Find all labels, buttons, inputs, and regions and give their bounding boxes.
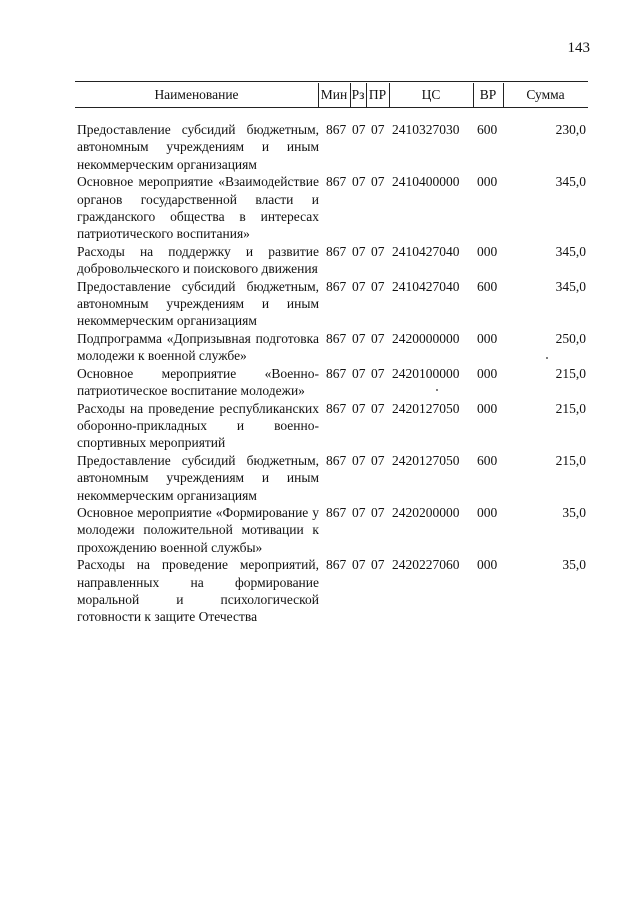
row-rz: 07 xyxy=(352,278,366,294)
row-min: 867 xyxy=(326,122,347,137)
header-min: Мин xyxy=(320,87,348,102)
row-cs: 2420127050 xyxy=(392,400,460,416)
row-vr: 000 xyxy=(477,365,498,381)
row-sum: 35,0 xyxy=(562,557,586,573)
header-pr: ПР xyxy=(368,87,387,102)
row-min: 867 xyxy=(326,174,347,190)
table-body xyxy=(0,121,639,626)
row-rz: 07 xyxy=(352,330,366,346)
row-cs: 2410327030 xyxy=(392,122,460,137)
row-cs: 2420100000 xyxy=(392,365,460,381)
row-min: 867 xyxy=(326,400,347,416)
row-cs: 2410427040 xyxy=(392,278,460,294)
row-name: Основное мероприятие «Военно-патриотическое воспитание молодежи» xyxy=(77,365,319,399)
row-rz: 07 xyxy=(352,557,366,573)
row-min: 867 xyxy=(326,557,347,573)
row-sum: 250,0 xyxy=(555,330,586,346)
table-row xyxy=(0,400,639,452)
row-name: Основное мероприятие «Формирование у молодежи положительной мотивации к прохождению военной службы» xyxy=(77,504,319,555)
row-rz: 07 xyxy=(352,243,366,259)
row-name: Основное мероприятие «Взаимодействие органов государственной власти и гражданского общества в интересах патриотического воспитания» xyxy=(77,174,319,242)
table-row xyxy=(0,365,639,400)
row-rz: 07 xyxy=(352,504,366,520)
row-name: Предоставление субсидий бюджетным, автономным учреждениям и иным некоммерческим организациям xyxy=(77,278,319,329)
row-pr: 07 xyxy=(371,278,385,294)
row-sum: 345,0 xyxy=(555,278,586,294)
header-cs: ЦС xyxy=(421,87,441,102)
row-cs: 2420127050 xyxy=(392,452,460,468)
row-name: Подпрограмма «Допризывная подготовка молодежи к военной службе» xyxy=(77,330,319,364)
row-pr: 07 xyxy=(371,365,385,381)
row-pr: 07 xyxy=(371,504,385,520)
header-top-rule xyxy=(75,81,588,82)
row-pr: 07 xyxy=(371,452,385,468)
row-name: Расходы на поддержку и развитие добровольческого и поискового движения xyxy=(77,243,319,277)
row-name: Расходы на проведение республиканских оборонно-прикладных и военно-спортивных мероприятий xyxy=(77,400,319,451)
row-sum: 230,0 xyxy=(555,122,586,137)
table-row xyxy=(0,121,639,173)
row-rz: 07 xyxy=(352,400,366,416)
row-vr: 000 xyxy=(477,174,498,190)
row-min: 867 xyxy=(326,330,347,346)
row-rz: 07 xyxy=(352,122,366,137)
row-cs: 2420000000 xyxy=(392,330,460,346)
table-row xyxy=(0,504,639,556)
row-pr: 07 xyxy=(371,400,385,416)
header-rz: Рз xyxy=(351,87,365,102)
row-sum: 345,0 xyxy=(555,174,586,190)
row-pr: 07 xyxy=(371,330,385,346)
row-pr: 07 xyxy=(371,174,385,190)
row-rz: 07 xyxy=(352,452,366,468)
table-row xyxy=(0,278,639,330)
row-vr: 600 xyxy=(477,452,498,468)
header-sum: Сумма xyxy=(526,87,565,102)
header-bottom-rule xyxy=(75,107,588,108)
row-vr: 000 xyxy=(477,400,498,416)
row-vr: 000 xyxy=(477,330,498,346)
table-row xyxy=(0,243,639,278)
row-vr: 000 xyxy=(477,557,498,573)
table-row xyxy=(0,452,639,504)
row-name: Предоставление субсидий бюджетным, автономным учреждениям и иным некоммерческим организациям xyxy=(77,122,319,172)
table-row xyxy=(0,556,639,626)
row-vr: 600 xyxy=(477,122,498,137)
row-pr: 07 xyxy=(371,243,385,259)
row-rz: 07 xyxy=(352,174,366,190)
table-row xyxy=(0,330,639,365)
row-min: 867 xyxy=(326,278,347,294)
scan-speck xyxy=(436,389,438,391)
row-sum: 345,0 xyxy=(555,243,586,259)
row-min: 867 xyxy=(326,504,347,520)
row-cs: 2420200000 xyxy=(392,504,460,520)
row-sum: 215,0 xyxy=(555,452,586,468)
row-cs: 2410427040 xyxy=(392,243,460,259)
row-sum: 215,0 xyxy=(555,400,586,416)
row-pr: 07 xyxy=(371,557,385,573)
row-rz: 07 xyxy=(352,365,366,381)
row-min: 867 xyxy=(326,452,347,468)
scan-speck xyxy=(546,357,548,359)
row-min: 867 xyxy=(326,243,347,259)
header-name: Наименование xyxy=(154,87,239,102)
header-vr: ВР xyxy=(479,87,497,102)
row-vr: 600 xyxy=(477,278,498,294)
row-sum: 215,0 xyxy=(555,365,586,381)
page-number: 143 xyxy=(567,40,590,56)
row-cs: 2420227060 xyxy=(392,557,460,573)
row-name: Расходы на проведение мероприятий, направленных на формирование моральной и психологической готовности к защите Отечества xyxy=(77,557,319,625)
row-vr: 000 xyxy=(477,504,498,520)
row-pr: 07 xyxy=(371,122,385,137)
row-sum: 35,0 xyxy=(562,504,586,520)
table-row xyxy=(0,173,639,243)
row-cs: 2410400000 xyxy=(392,174,460,190)
row-name: Предоставление субсидий бюджетным, автономным учреждениям и иным некоммерческим организациям xyxy=(77,452,319,503)
row-vr: 000 xyxy=(477,243,498,259)
row-min: 867 xyxy=(326,365,347,381)
